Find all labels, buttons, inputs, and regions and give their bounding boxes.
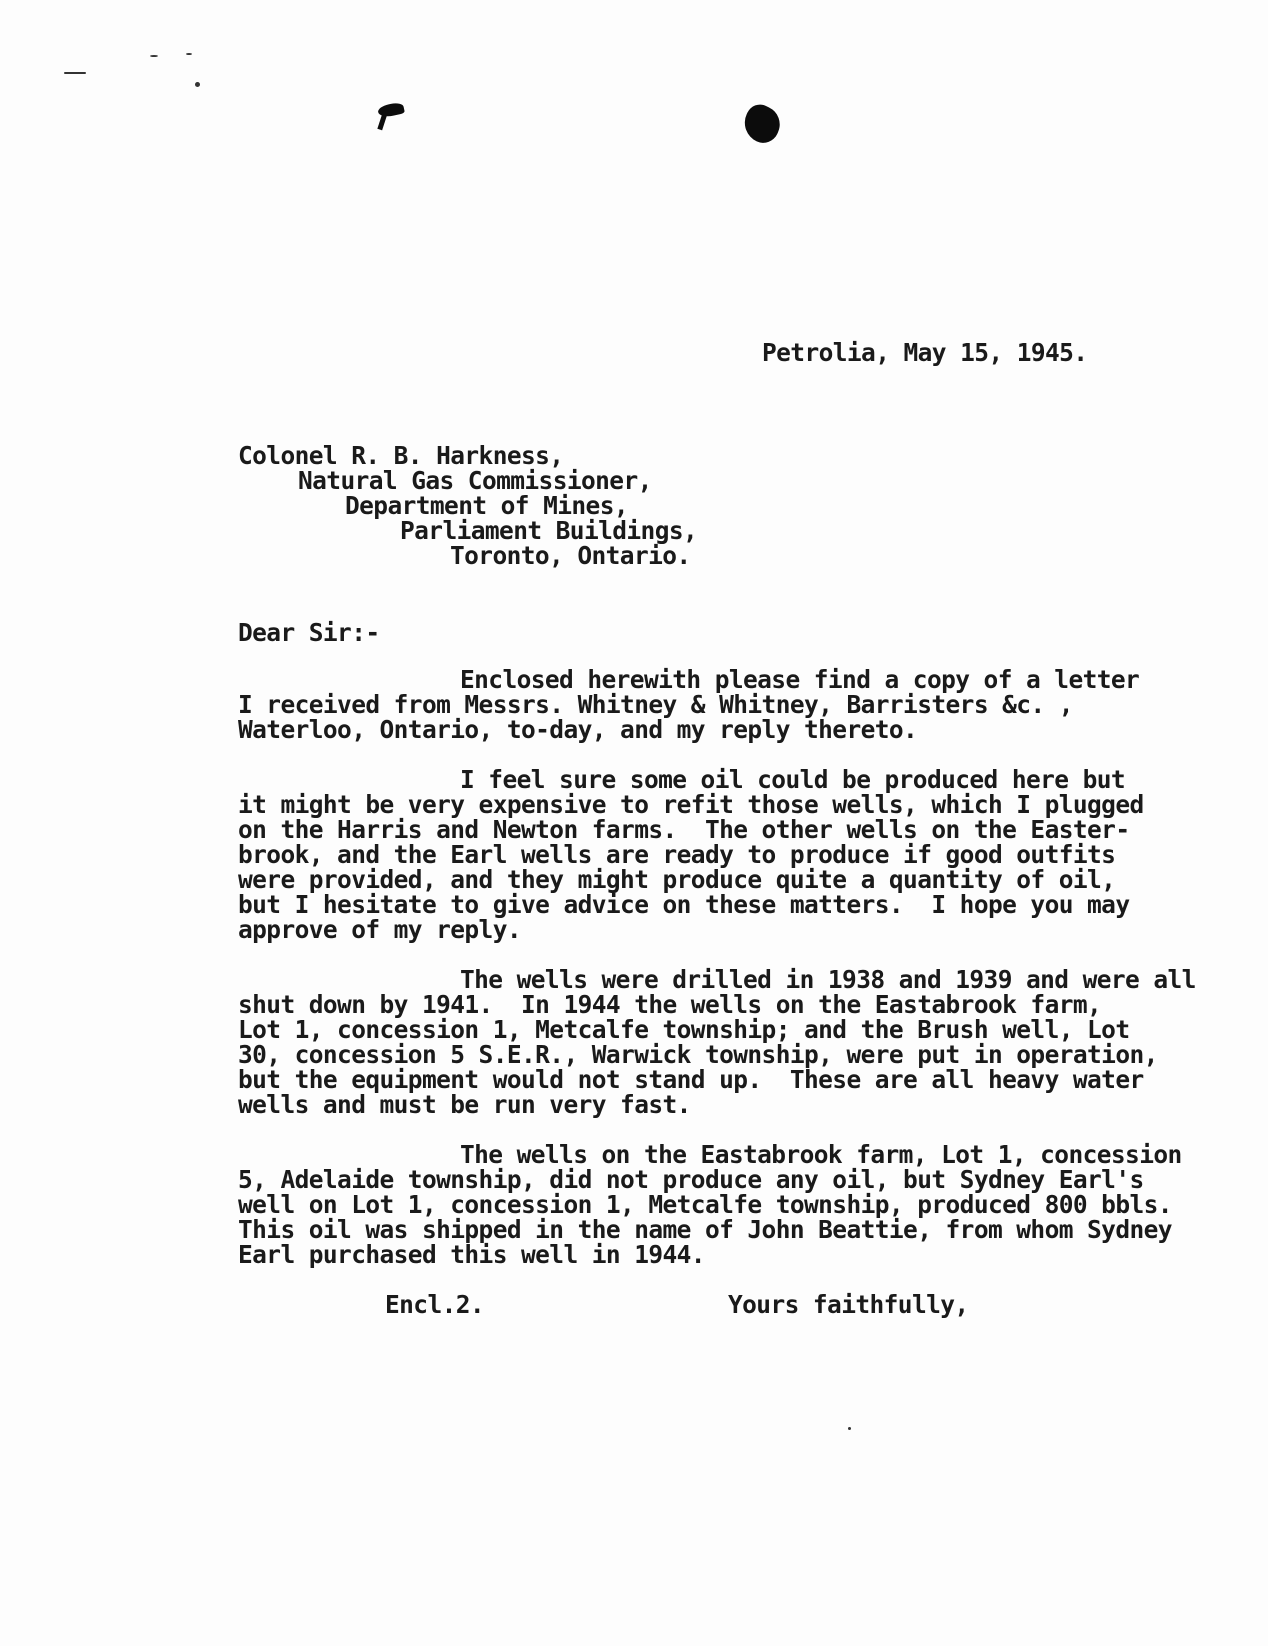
paragraph-line: on the Harris and Newton farms. The other wells on the Easter-: [238, 815, 1130, 844]
enclosure-note: Encl.2.: [385, 1290, 485, 1319]
paragraph-line: This oil was shipped in the name of John Beattie, from whom Sydney: [238, 1215, 1172, 1244]
paragraph-line: wells and must be run very fast.: [238, 1090, 691, 1119]
paragraph-line: The wells were drilled in 1938 and 1939 and were all: [460, 965, 1196, 994]
paragraph-line: but the equipment would not stand up. These are all heavy water: [238, 1065, 1144, 1094]
speck: [848, 1427, 851, 1430]
paragraph-line: but I hesitate to give advice on these matters. I hope you may: [238, 890, 1130, 919]
closing: Yours faithfully,: [728, 1290, 969, 1319]
paragraph-line: 30, concession 5 S.E.R., Warwick township, were put in operation,: [238, 1040, 1158, 1069]
address-line: Parliament Buildings,: [400, 516, 698, 545]
paragraph-line: well on Lot 1, concession 1, Metcalfe township, produced 800 bbls.: [238, 1190, 1172, 1219]
paragraph-line: shut down by 1941. In 1944 the wells on the Eastabrook farm,: [238, 990, 1102, 1019]
paragraph-line: it might be very expensive to refit those wells, which I plugged: [238, 790, 1144, 819]
paragraph-line: 5, Adelaide township, did not produce any oil, but Sydney Earl's: [238, 1165, 1144, 1194]
dateline: Petrolia, May 15, 1945.: [762, 338, 1088, 367]
paragraph-line: approve of my reply.: [238, 915, 522, 944]
punch-mark-right: [738, 100, 786, 148]
speck: [64, 72, 86, 74]
speck: [195, 82, 200, 87]
paragraph-line: brook, and the Earl wells are ready to produce if good outfits: [238, 840, 1116, 869]
address-line: Natural Gas Commissioner,: [298, 466, 652, 495]
paragraph-line: The wells on the Eastabrook farm, Lot 1, concession: [460, 1140, 1182, 1169]
paragraph-line: were provided, and they might produce quite a quantity of oil,: [238, 865, 1116, 894]
paragraph-line: Waterloo, Ontario, to-day, and my reply thereto.: [238, 715, 918, 744]
address-line: Colonel R. B. Harkness,: [238, 441, 564, 470]
paragraph-line: I received from Messrs. Whitney & Whitney, Barristers &c. ,: [238, 690, 1073, 719]
salutation: Dear Sir:-: [238, 618, 380, 647]
speck: [186, 53, 192, 55]
paragraph-line: Earl purchased this well in 1944.: [238, 1240, 705, 1269]
paragraph-line: Enclosed herewith please find a copy of a letter: [460, 665, 1140, 694]
address-line: Toronto, Ontario.: [450, 541, 691, 570]
speck: [150, 55, 158, 57]
address-line: Department of Mines,: [345, 491, 629, 520]
paragraph-line: I feel sure some oil could be produced here but: [460, 765, 1126, 794]
paragraph-line: Lot 1, concession 1, Metcalfe township; and the Brush well, Lot: [238, 1015, 1130, 1044]
